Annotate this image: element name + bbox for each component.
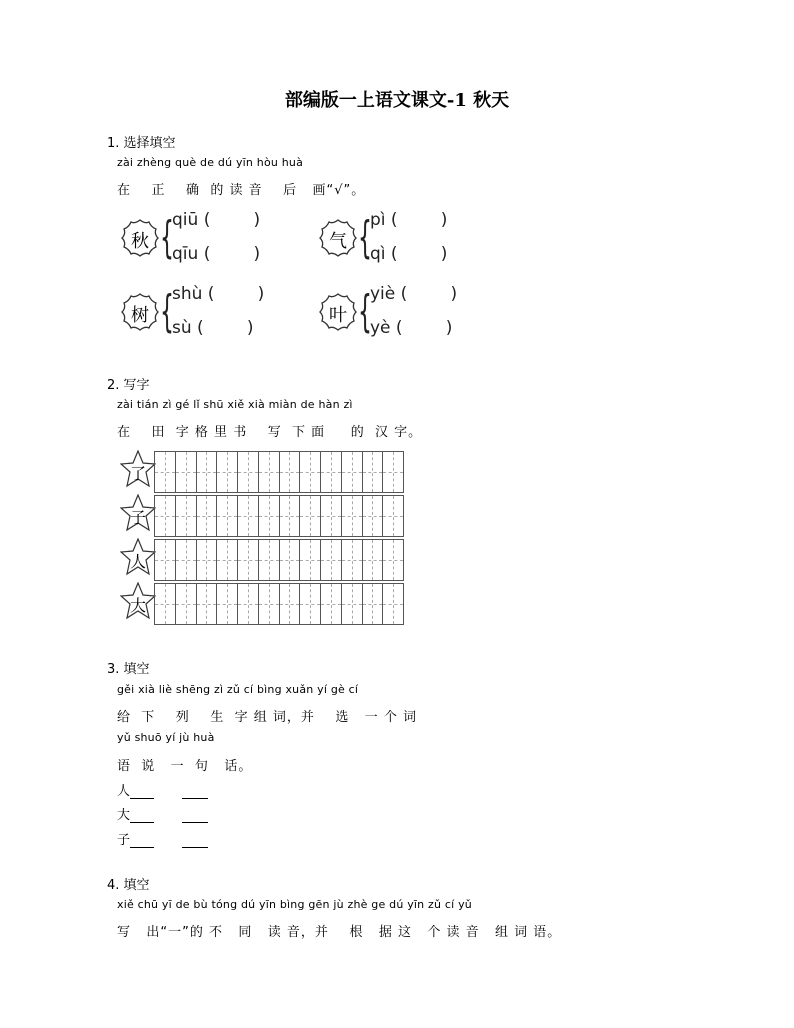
choice-option-2[interactable]: qì ( ) (370, 244, 448, 264)
section4-heading: 4. 填空 (107, 878, 150, 893)
word-row (117, 804, 208, 823)
section4-instruction: 写 出“一”的 不 同 读 音，并 根 据 这 个 读 音 组 词 语。 (117, 925, 562, 940)
section3-instruction-1: 给 下 列 生 字 组 词，并 选 一 个 词 (117, 710, 418, 725)
tian-grid[interactable] (154, 583, 404, 625)
word-row (117, 829, 208, 848)
choice-item-2 (318, 206, 488, 272)
star-badge-icon (120, 450, 156, 492)
answer-blank[interactable] (182, 786, 208, 799)
word-char: 人 (117, 784, 131, 799)
answer-blank[interactable] (182, 810, 208, 823)
word-char: 大 (117, 808, 131, 823)
writing-char: 大 (129, 596, 146, 615)
star-badge-icon (120, 538, 156, 580)
writing-char: 了 (129, 464, 146, 483)
flower-badge-icon (318, 218, 358, 258)
brace-icon: { (358, 212, 372, 263)
flower-badge-icon (318, 292, 358, 332)
choice-char: 叶 (329, 305, 347, 326)
writing-row-1 (120, 450, 403, 492)
section2-instruction: 在 田 字 格 里 书 写 下 面 的 汉 字。 (117, 425, 423, 440)
section1-instruction: 在 正 确 的 读 音 后 画“√”。 (117, 183, 366, 198)
answer-blank[interactable] (130, 835, 154, 848)
choice-item-3 (120, 280, 290, 346)
section1-heading: 1. 选择填空 (107, 136, 176, 151)
flower-badge-icon (120, 218, 160, 258)
choice-option-1[interactable]: shù ( ) (172, 284, 265, 304)
flower-badge-icon (120, 292, 160, 332)
brace-icon: { (358, 286, 372, 337)
section4-pinyin: xiě chū yī de bù tóng dú yīn bìng gēn jù zhè ge dú yīn zǔ cí yǔ (117, 898, 472, 911)
section2-heading: 2. 写字 (107, 378, 150, 393)
choice-option-1[interactable]: pì ( ) (370, 210, 448, 230)
section3-instruction-2: 语 说 一 句 话。 (117, 759, 253, 774)
writing-row-4 (120, 582, 403, 624)
section3-pinyin-1: gěi xià liè shēng zì zǔ cí bìng xuǎn yí gè cí (117, 683, 359, 696)
page-title: 部编版一上语文课文-1 秋天 (284, 90, 510, 111)
section3-heading: 3. 填空 (107, 662, 150, 677)
brace-icon: { (160, 212, 174, 263)
writing-char: 子 (129, 508, 146, 527)
section2-pinyin: zài tián zì gé lǐ shū xiě xià miàn de hàn zì (117, 398, 353, 411)
choice-option-2[interactable]: qīu ( ) (172, 244, 261, 264)
writing-char: 人 (129, 552, 146, 571)
word-char: 子 (117, 833, 131, 848)
brace-icon: { (160, 286, 174, 337)
choice-item-4 (318, 280, 488, 346)
writing-row-3 (120, 538, 403, 580)
choice-item-1 (120, 206, 290, 272)
section3-pinyin-2: yǔ shuō yí jù huà (117, 731, 215, 744)
writing-row-2 (120, 494, 403, 536)
word-row (117, 780, 208, 799)
tian-grid[interactable] (154, 451, 404, 493)
choice-option-1[interactable]: yiè ( ) (370, 284, 458, 304)
answer-blank[interactable] (182, 835, 208, 848)
choice-option-2[interactable]: sù ( ) (172, 318, 254, 338)
star-badge-icon (120, 494, 156, 536)
choice-option-1[interactable]: qiū ( ) (172, 210, 261, 230)
answer-blank[interactable] (130, 786, 154, 799)
tian-grid[interactable] (154, 539, 404, 581)
choice-char: 秋 (131, 231, 149, 252)
choice-option-2[interactable]: yè ( ) (370, 318, 453, 338)
star-badge-icon (120, 582, 156, 624)
choice-char: 树 (131, 305, 149, 326)
section1-pinyin: zài zhèng què de dú yīn hòu huà (117, 156, 304, 169)
tian-grid[interactable] (154, 495, 404, 537)
choice-char: 气 (329, 231, 347, 252)
answer-blank[interactable] (130, 810, 154, 823)
